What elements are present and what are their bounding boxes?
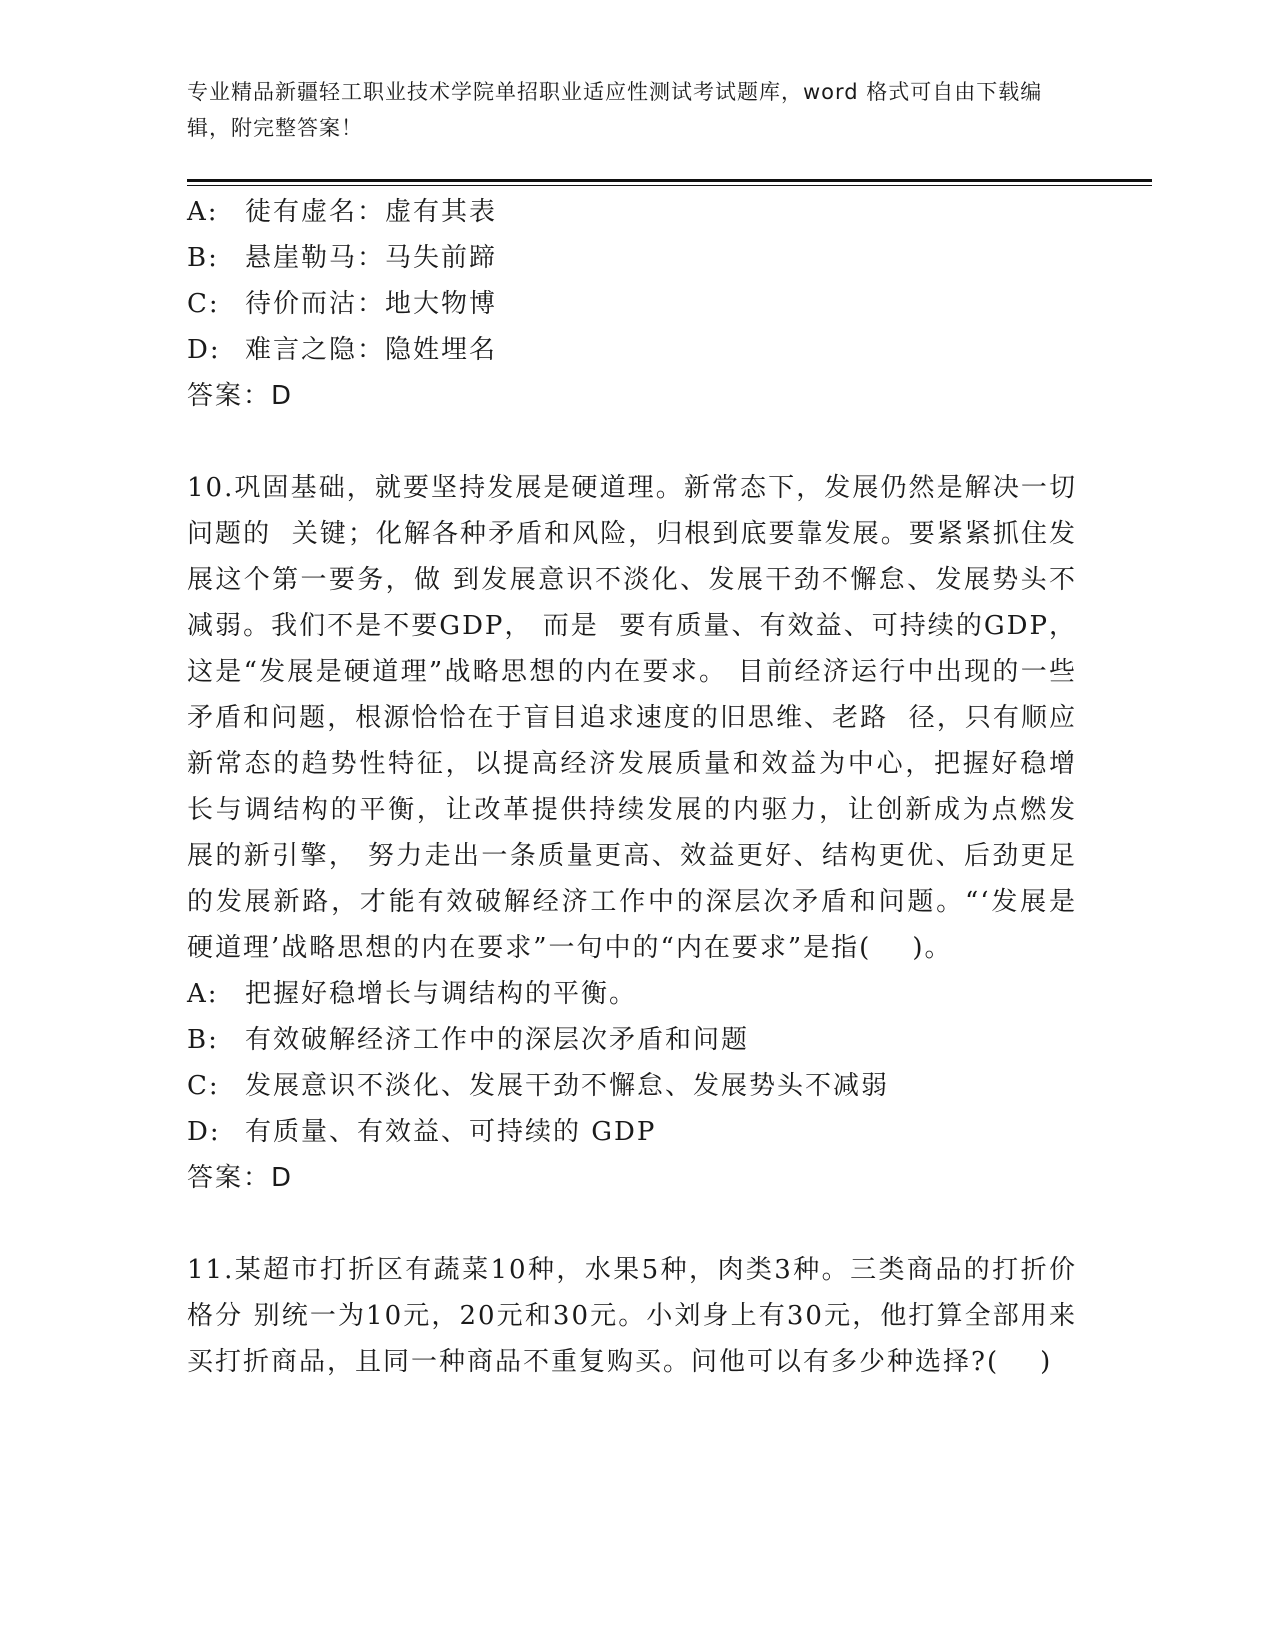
option-text: 待价而沽：地大物博	[245, 289, 498, 319]
option-letter: C:	[187, 289, 220, 319]
option-letter: A:	[187, 197, 219, 227]
option-text: 有效破解经济工作中的深层次矛盾和问题	[245, 1025, 750, 1055]
option-text: 徒有虚名：虚有其表	[245, 197, 498, 227]
option-text: 难言之隐：隐姓埋名	[245, 335, 498, 365]
option-d	[187, 327, 1087, 373]
question-10	[187, 465, 1098, 971]
document-body	[187, 189, 1098, 1385]
option-text: 把握好稳增长与调结构的平衡。	[245, 979, 638, 1009]
option-a	[187, 971, 1087, 1017]
option-d	[187, 1109, 1087, 1155]
question-11-text: 11.某超市打折区有蔬菜10种，水果5种，肉类3种。三类商品的打折价格分 别统一为10元，20元和30元。小刘身上有30元，他打算全部用来买打折商品，且同一种商品不重复购买。问他可以有多少种选择?( )	[187, 1255, 1077, 1377]
question-10-answer: 答案：D	[187, 1163, 294, 1193]
option-letter: A:	[187, 979, 219, 1009]
option-text: 悬崖勒马：马失前蹄	[245, 243, 498, 273]
option-letter: D:	[187, 1117, 221, 1147]
option-text: 发展意识不淡化、发展干劲不懈怠、发展势头不减弱	[245, 1071, 890, 1101]
question-9-answer: 答案：D	[187, 381, 294, 411]
document-header	[187, 74, 1067, 146]
question-10-text: 10.巩固基础，就要坚持发展是硬道理。新常态下，发展仍然是解决一切问题的 关键；化解各种矛盾和风险，归根到底要靠发展。要紧紧抓住发展这个第一要务，做 到发展意识不淡化、发展干劲不懈怠、发展势头不减弱。我们不是不要GDP， 而是 要有质量、有效益、可持续的GDP， 这是“发展是硬道理”战略思想的内在要求。 目前经济运行中出现的一些矛盾和问题，根源恰恰在于盲目追求速度的旧思维、老路 径，只有顺应新常态的趋势性特征，以提高经济发展质量和效益为中心，把握好稳增 长与调结构的平衡，让改革提供持续发展的内驱力，让创新成为点燃发展的新引擎， 努力走出一条质量更高、效益更好、结构更优、后劲更足的发展新路，才能有效破解经济工作中的深层次矛盾和问题。“‘发展是硬道理’战略思想的内在要求”一句中的“内在要求”是指( )。	[187, 473, 1098, 963]
option-c	[187, 281, 1087, 327]
spacer	[187, 1201, 1087, 1247]
option-b	[187, 1017, 1087, 1063]
header-rule-thick	[187, 179, 1152, 182]
question-11	[187, 1247, 1077, 1385]
header-text: 专业精品新疆轻工职业技术学院单招职业适应性测试考试题库，word 格式可自由下载编辑，附完整答案！	[187, 80, 1043, 140]
option-text: 有质量、有效益、可持续的 GDP	[245, 1117, 657, 1147]
spacer	[187, 419, 1087, 465]
option-a	[187, 189, 1087, 235]
option-letter: B:	[187, 1025, 219, 1055]
option-c	[187, 1063, 1087, 1109]
question-9-options	[187, 189, 1087, 373]
option-b	[187, 235, 1087, 281]
option-letter: C:	[187, 1071, 220, 1101]
header-rule-thin	[187, 185, 1152, 186]
option-letter: D:	[187, 335, 221, 365]
option-letter: B:	[187, 243, 219, 273]
question-10-options	[187, 971, 1087, 1155]
